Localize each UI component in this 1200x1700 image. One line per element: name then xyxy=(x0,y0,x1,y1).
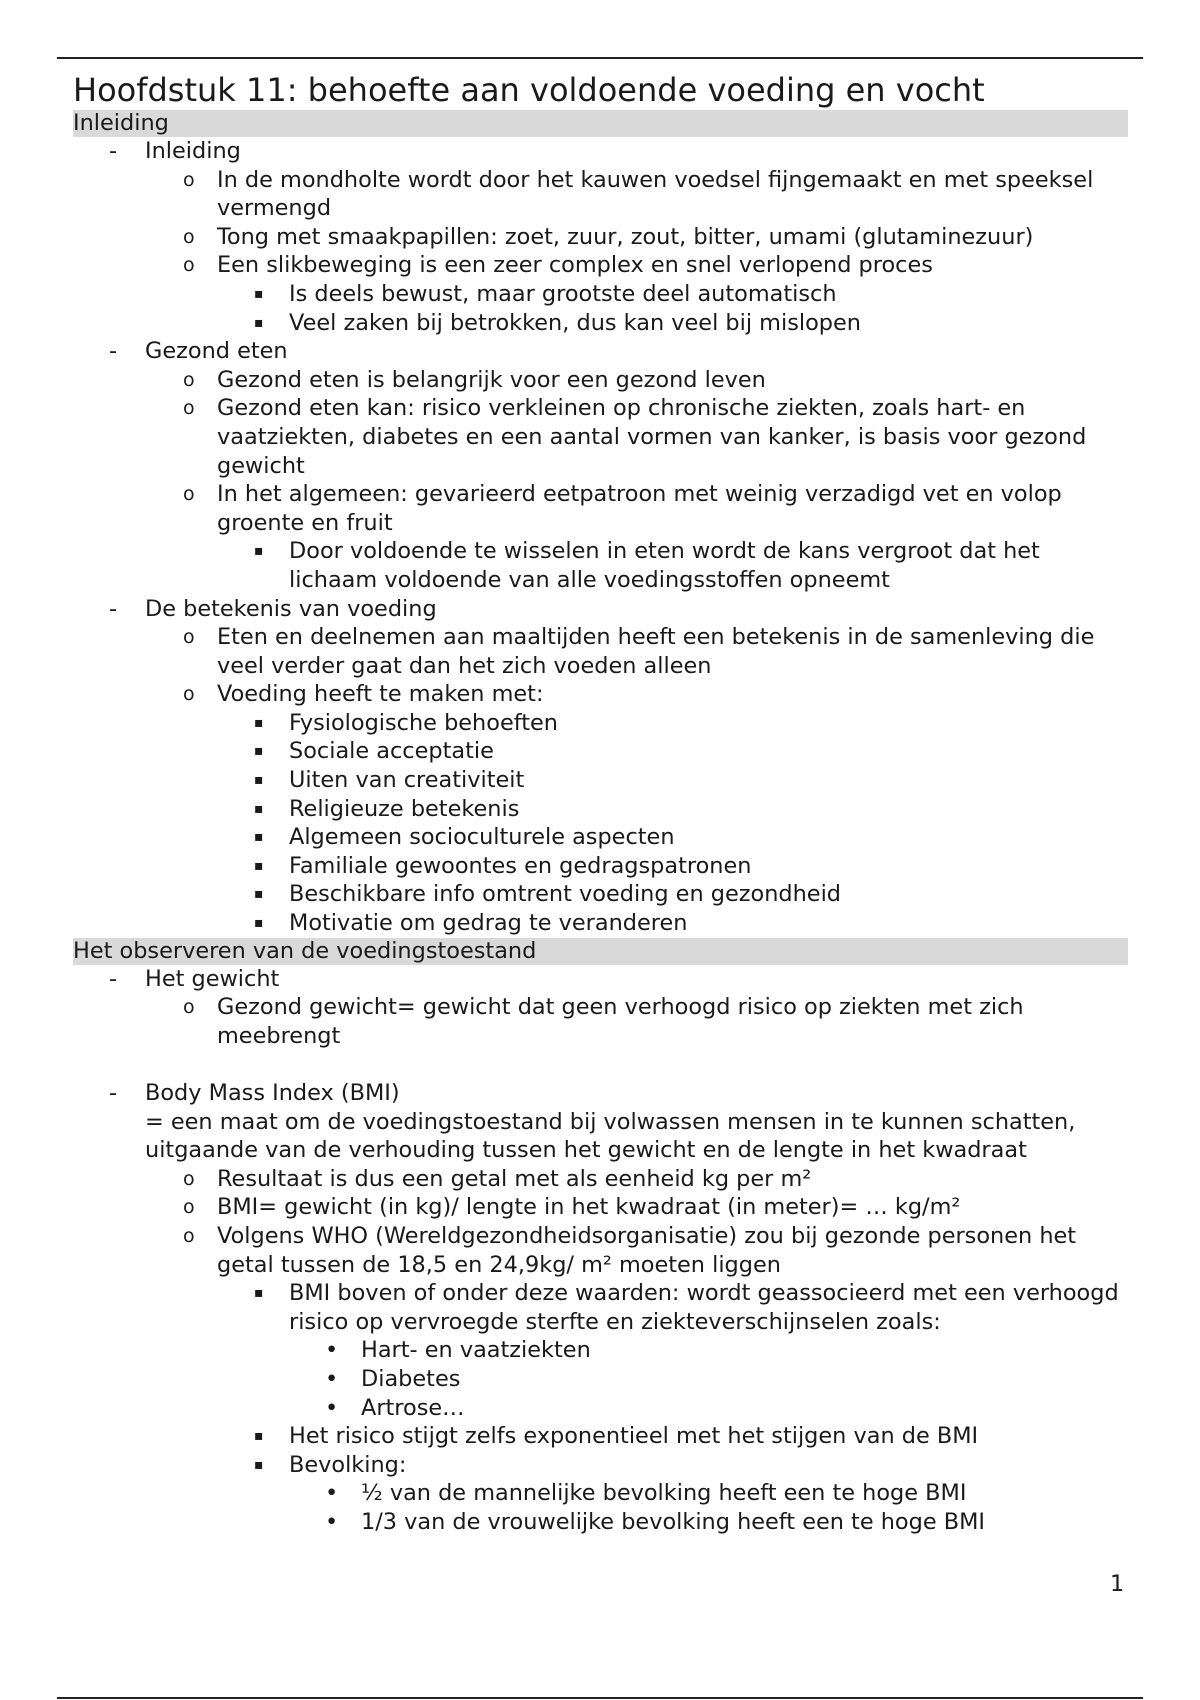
blank-line xyxy=(145,1050,1128,1079)
list-item: o Voeding heeft te maken met: ▪ Fysiologische behoeften ▪ Sociale acceptatie ▪ Uiten van creativiteit ▪ Religieuze betekenis ▪ Algemeen socioculturele aspecten ▪ Familiale gewoontes en gedragspatronen ▪ Beschikbare info omtrent voeding en gezondheid ▪ Motivatie om gedrag te veranderen xyxy=(145,680,1128,937)
square-marker: ▪ xyxy=(254,886,264,903)
bullet-marker: • xyxy=(325,1508,339,1535)
list-item: o Gezond eten kan: risico verkleinen op chronische ziekten, zoals hart- en vaatziekten, diabetes en een aantal vormen van kanker, is basis voor gezond gewicht xyxy=(183,395,1087,479)
dash-marker: - xyxy=(109,965,118,992)
list-item: ▪ BMI boven of onder deze waarden: wordt geassocieerd met een verhoogd risico op vervroegde sterfte en ziekteverschijnselen zoals: • Hart- en vaatziekten • Diabetes • Artrose… xyxy=(217,1279,1128,1422)
item-label: De betekenis van voeding xyxy=(145,595,437,622)
square-marker: ▪ xyxy=(254,772,264,789)
dash-marker: - xyxy=(109,138,118,164)
list-item: ▪ Uiten van creativiteit xyxy=(254,767,525,794)
list-item: • ½ van de mannelijke bevolking heeft een te hoge BMI xyxy=(325,1480,967,1507)
item-label: Body Mass Index (BMI) xyxy=(145,1080,400,1106)
square-marker: ▪ xyxy=(254,285,264,302)
list-item: ▪ Religieuze betekenis xyxy=(254,795,520,822)
circle-marker: o xyxy=(183,1196,195,1219)
circle-marker: o xyxy=(183,1167,195,1190)
list-item xyxy=(73,965,1128,1079)
list-item: ▪ Het risico stijgt zelfs exponentieel met het stijgen van de BMI xyxy=(254,1423,979,1450)
list-item: ▪ Sociale acceptatie xyxy=(254,738,494,765)
circle-marker: o xyxy=(183,483,195,506)
list-item: o Een slikbeweging is een zeer complex en snel verlopend proces ▪ Is deels bewust, maar grootste deel automatisch ▪ Veel zaken bij betrokken, dus kan veel bij mislopen xyxy=(145,251,1128,337)
page-title: Hoofdstuk 11: behoefte aan voldoende voeding en vocht xyxy=(73,71,985,109)
item-label: Inleiding xyxy=(145,138,241,164)
circle-marker: o xyxy=(183,368,195,391)
list-item: ▪ Bevolking: • ½ van de mannelijke bevolking heeft een te hoge BMI • 1/3 van de vrouwelijke bevolking heeft een te hoge BMI xyxy=(217,1451,1128,1537)
square-marker: ▪ xyxy=(254,1285,264,1302)
document-body xyxy=(73,70,1128,1537)
dash-marker: - xyxy=(109,338,118,365)
list-item: o Tong met smaakpapillen: zoet, zuur, zout, bitter, umami (glutaminezuur) xyxy=(183,223,1034,250)
list-item: ▪ Veel zaken bij betrokken, dus kan veel bij mislopen xyxy=(254,309,861,336)
list-item: ▪ Door voldoende te wisselen in eten wordt de kans vergroot dat het lichaam voldoende van alle voedingsstoffen opneemt xyxy=(254,538,1040,593)
circle-marker: o xyxy=(183,397,195,420)
item-label: Gezond eten xyxy=(145,338,288,365)
top-rule xyxy=(57,57,1143,59)
square-marker: ▪ xyxy=(254,800,264,817)
square-marker: ▪ xyxy=(254,543,264,560)
bullet-marker: • xyxy=(325,1480,339,1507)
bottom-rule xyxy=(57,1697,1143,1699)
list-item: o In het algemeen: gevarieerd eetpatroon met weinig verzadigd vet en volop groente en fruit ▪ Door voldoende te wisselen in eten wordt de kans vergroot dat het lichaam voldoende van alle voedingsstoffen opneemt xyxy=(145,480,1128,594)
circle-marker: o xyxy=(183,996,195,1019)
list-item xyxy=(73,595,1128,938)
square-marker: ▪ xyxy=(254,314,264,331)
page-number: 1 xyxy=(1110,1571,1125,1597)
square-marker: ▪ xyxy=(254,1428,264,1445)
circle-marker: o xyxy=(183,254,195,277)
list-item: o Gezond gewicht= gewicht dat geen verhoogd risico op ziekten met zich meebrengt xyxy=(183,994,1024,1049)
item-label: Het gewicht xyxy=(145,965,280,992)
square-marker: ▪ xyxy=(254,1456,264,1473)
list-item: o Volgens WHO (Wereldgezondheidsorganisatie) zou bij gezonde personen het getal tussen de 18,5 en 24,9kg/ m² moeten liggen ▪ BMI boven of onder deze waarden: wordt geassocieerd met een verhoogd risico op vervroegde sterfte en ziekteverschijnselen zoals: • Hart- en vaatziekten • Diabetes • Artrose… ▪ Het risico stijgt zelfs exponentieel met het stijgen van de BMI ▪ Bevolking: • ½ van de mannelijke bevolking heeft een te hoge BMI • 1/3 van de vrouwelijke bevolking heeft een te hoge BMI xyxy=(145,1222,1128,1537)
bullet-marker: • xyxy=(325,1337,339,1364)
inleiding-list xyxy=(73,137,1128,938)
list-item: ▪ Familiale gewoontes en gedragspatronen xyxy=(254,852,752,879)
list-item: • Artrose… xyxy=(325,1394,465,1421)
list-item: ▪ Beschikbare info omtrent voeding en gezondheid xyxy=(254,881,842,908)
list-item: • Hart- en vaatziekten xyxy=(325,1337,591,1364)
list-item: o Gezond eten is belangrijk voor een gezond leven xyxy=(183,366,766,393)
bullet-marker: • xyxy=(325,1365,339,1392)
circle-marker: o xyxy=(183,626,195,649)
section-heading-inleiding: Inleiding xyxy=(73,110,1128,137)
list-item xyxy=(73,137,1128,337)
list-item: ▪ Algemeen socioculturele aspecten xyxy=(254,824,675,851)
list-item: o In de mondholte wordt door het kauwen voedsel fijngemaakt en met speeksel vermengd xyxy=(183,166,1094,222)
list-item: • Diabetes xyxy=(325,1365,461,1392)
list-item: ▪ Is deels bewust, maar grootste deel automatisch xyxy=(254,280,837,307)
square-marker: ▪ xyxy=(254,743,264,760)
square-marker: ▪ xyxy=(254,857,264,874)
circle-marker: o xyxy=(183,168,195,191)
bullet-marker: • xyxy=(325,1394,339,1421)
circle-marker: o xyxy=(183,225,195,248)
square-marker: ▪ xyxy=(254,829,264,846)
dash-marker: - xyxy=(109,1080,118,1106)
list-item: ▪ Motivatie om gedrag te veranderen xyxy=(254,910,688,937)
dash-marker: - xyxy=(109,595,118,622)
list-item: o Eten en deelnemen aan maaltijden heeft een betekenis in de samenleving die veel verder gaat dan het zich voeden alleen xyxy=(183,624,1095,679)
list-item: ▪ Fysiologische behoeften xyxy=(254,709,558,736)
list-item xyxy=(73,1079,1128,1537)
list-item xyxy=(73,337,1128,594)
circle-marker: o xyxy=(183,683,195,706)
list-item: • 1/3 van de vrouwelijke bevolking heeft een te hoge BMI xyxy=(325,1508,986,1535)
list-item: o BMI= gewicht (in kg)/ lengte in het kwadraat (in meter)= … kg/m² xyxy=(183,1194,961,1221)
square-marker: ▪ xyxy=(254,714,264,731)
observeren-list xyxy=(73,965,1128,1537)
square-marker: ▪ xyxy=(254,915,264,932)
circle-marker: o xyxy=(183,1224,195,1247)
bmi-definition: = een maat om de voedingstoestand bij volwassen mensen in te kunnen schatten, uitgaande van de verhouding tussen het gewicht en de lengte in het kwadraat xyxy=(145,1108,1076,1164)
list-item: o Resultaat is dus een getal met als eenheid kg per m² xyxy=(183,1165,812,1192)
section-heading-observeren: Het observeren van de voedingstoestand xyxy=(73,938,1128,965)
